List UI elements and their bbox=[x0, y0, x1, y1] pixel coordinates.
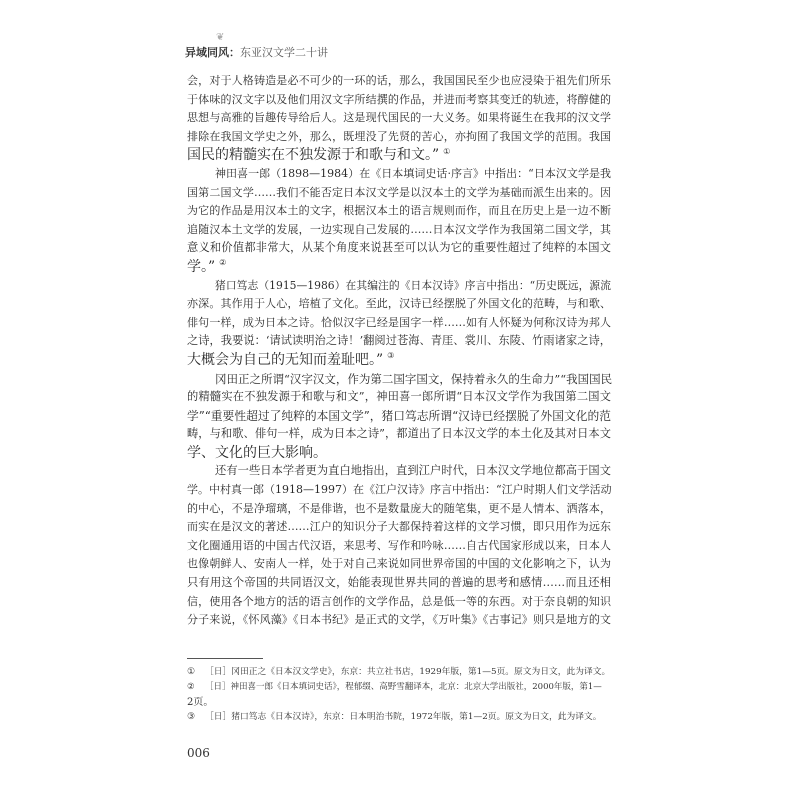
text-line-content: 还有一些日本学者更为直白地指出，直到江户时代，日本汉文学地位都高于国文 bbox=[215, 464, 611, 478]
text-line-content: 信，使用各个地方的活的语言创作的文学作品，总是低一等的东西。对于奈良朝的知识 bbox=[187, 594, 611, 608]
text-line-content: 会，对于人格铸造是必不可少的一环的话，那么，我国国民至少也应浸染于祖先们所乐 bbox=[187, 74, 611, 87]
footnote-text: ［日］神田喜一郎《日本填词史话》，程郁缀、高野雪翻译本，北京：北京大学出版社，2000年版，第1— bbox=[205, 682, 602, 692]
text-line bbox=[187, 537, 611, 556]
text-line-content: 亦深。其作用于人心，培植了文化。至此，汉诗已经摆脱了外国文化的范畴，与和歌、 bbox=[187, 297, 611, 311]
text-line-content: 冈田正之所谓“汉字汉文，作为第二国字国文，保持着永久的生命力”“我国国民 bbox=[215, 371, 613, 386]
text-line bbox=[187, 444, 611, 463]
text-line bbox=[187, 72, 611, 91]
footnote-ref[interactable]: ① bbox=[443, 146, 451, 156]
ornament-icon: ❦ bbox=[216, 32, 225, 43]
text-line-content: 为它的作品是用汉本土的文字，根据汉本土的语言规则而作，而且在历史上是一边不断 bbox=[187, 204, 611, 218]
footnote-line bbox=[187, 695, 611, 710]
footnote-ref[interactable]: ③ bbox=[387, 351, 395, 361]
footnote-line bbox=[187, 710, 611, 725]
text-line-content: 学、文化的巨大影响。 bbox=[187, 444, 327, 461]
footnotes bbox=[187, 665, 611, 725]
text-line-content: 大概会为自己的无知而羞耻吧。” bbox=[187, 351, 384, 368]
text-line bbox=[187, 295, 611, 314]
text-line-content: 猪口笃志（1915—1986）在其编注的《日本汉诗》序言中指出：“历史既远，源流 bbox=[215, 278, 611, 292]
text-line-content: 学。中村真一郎（1918—1997）在《江户汉诗》序言中指出：“江户时期人们文学活动 bbox=[187, 483, 612, 497]
title-separator: ： bbox=[229, 46, 240, 59]
text-line-content: 分子来说，《怀风藻》《日本书纪》是正式的文学，《万叶集》《古事记》则只是地方的文 bbox=[187, 613, 611, 627]
text-line-content: 思想与高雅的旨趣传导给后人。这是现代国民的一大义务。如果将诞生在我邦的汉文学 bbox=[187, 111, 611, 125]
footnote-line bbox=[187, 680, 611, 695]
footnote-line bbox=[187, 665, 611, 680]
text-line bbox=[187, 351, 611, 370]
footnote-divider bbox=[187, 658, 263, 659]
text-line-content: 神田喜一郎（1898—1984）在《日本填词史话·序言》中指出：“日本汉文学是我 bbox=[215, 166, 611, 180]
text-line-content: 之诗，我要说：‘请试读明治之诗！’翻阅过苍海、青厓、裳川、东陵、竹雨诸家之诗， bbox=[187, 334, 611, 348]
footnote-ref[interactable]: ② bbox=[219, 258, 227, 268]
page-number: 006 bbox=[187, 746, 210, 760]
text-line bbox=[187, 388, 611, 407]
footnote-marker: ① bbox=[187, 667, 195, 677]
text-line bbox=[187, 332, 611, 351]
text-line-content: 学”“重要性超过了纯粹的本国文学”，猪口笃志所谓“汉诗已经摆脱了外国文化的范 bbox=[187, 408, 611, 423]
text-line-content: 学。” bbox=[187, 258, 216, 275]
text-line bbox=[187, 109, 611, 128]
text-line bbox=[187, 462, 611, 481]
text-line bbox=[187, 370, 611, 389]
footnote-text: 2页。 bbox=[187, 697, 214, 708]
text-line bbox=[187, 202, 611, 221]
text-line-content: 也像朝鲜人、安南人一样，处于对自己来说如同世界帝国的中国的文化影响之下，认为 bbox=[187, 557, 611, 571]
text-line bbox=[187, 128, 611, 147]
text-line bbox=[187, 481, 611, 500]
text-line bbox=[187, 184, 611, 203]
text-line-content: 俳句一样，成为日本之诗。恰似汉字已经是国字一样……如有人怀疑为何称汉诗为邦人 bbox=[187, 315, 611, 329]
text-line bbox=[187, 500, 611, 519]
text-line bbox=[187, 593, 611, 612]
text-line-content: 只有用这个帝国的共同语汉文，始能表现世界共同的普遍的思考和感情……而且还相 bbox=[187, 576, 611, 590]
text-line-content: 国民的精髓实在不独发源于和歌与和文。” bbox=[187, 147, 440, 164]
text-line bbox=[187, 425, 611, 444]
footnote-marker: ② bbox=[187, 682, 195, 692]
footnote-text: ［日］冈田正之《日本汉文学史》，东京：共立社书店，1929年版，第1—5页。原文为日文，此为译文。 bbox=[205, 667, 611, 677]
book-subtitle: 东亚汉文学二十讲 bbox=[240, 46, 328, 59]
book-title: 异域同风 bbox=[185, 46, 229, 59]
text-line bbox=[187, 146, 611, 165]
text-line-content: 而实在是汉文的著述……江户的知识分子大都保持着这样的文学习惯，即只用作为远东 bbox=[187, 520, 611, 534]
text-line-content: 的中心，不是净瑠璃，不是俳谐，也不是数量庞大的随笔集，更不是人情本、洒落本， bbox=[187, 501, 611, 515]
text-line bbox=[187, 91, 611, 110]
text-line-content: 于体味的汉文字以及他们用汉文字所结撰的作品，并进而考察其变迁的轨迹，将醇健的 bbox=[187, 92, 611, 106]
text-line-content: 追随汉本土文学的发展，一边实现自己发展的……日本汉文学作为我国第二国文学，其 bbox=[187, 222, 611, 236]
text-line bbox=[187, 314, 611, 333]
footnote-marker: ③ bbox=[187, 712, 195, 722]
text-line bbox=[187, 221, 611, 240]
text-line bbox=[187, 258, 611, 277]
text-line-content: 排除在我国文学史之外，那么，既埋没了先贤的苦心，亦拘囿了我国文学的范围。我国 bbox=[187, 129, 611, 143]
text-line bbox=[187, 277, 611, 296]
text-line bbox=[187, 518, 611, 537]
text-line bbox=[187, 611, 611, 630]
running-header bbox=[185, 32, 328, 60]
text-line-content: 的精髓实在不独发源于和歌与和文”，神田喜一郎所谓“日本汉文学作为我国第二国文 bbox=[187, 390, 611, 404]
text-line bbox=[187, 239, 611, 258]
text-line bbox=[187, 165, 611, 184]
text-line-content: 畴，与和歌、俳句一样，成为日本之诗”，都道出了日本汉文学的本土化及其对日本文 bbox=[187, 427, 611, 441]
text-line bbox=[187, 574, 611, 593]
text-line-content: 文化圈通用语的中国古代汉语，来思考、写作和吟咏……自古代国家形成以来，日本人 bbox=[187, 538, 611, 552]
text-line bbox=[187, 407, 611, 426]
text-line-content: 意义和价值都非常大，从某个角度来说甚至可以认为它的重要性超过了纯粹的本国文 bbox=[187, 241, 611, 255]
text-line bbox=[187, 555, 611, 574]
body-text bbox=[187, 72, 611, 630]
text-line-content: 国第二国文学……我们不能否定日本汉文学是以汉本土的文学为基础而派生出来的。因 bbox=[187, 185, 611, 199]
footnote-text: ［日］猪口笃志《日本汉诗》，东京：日本明治书院，1972年版，第1—2页。原文为日文，此为译文。 bbox=[205, 712, 602, 722]
